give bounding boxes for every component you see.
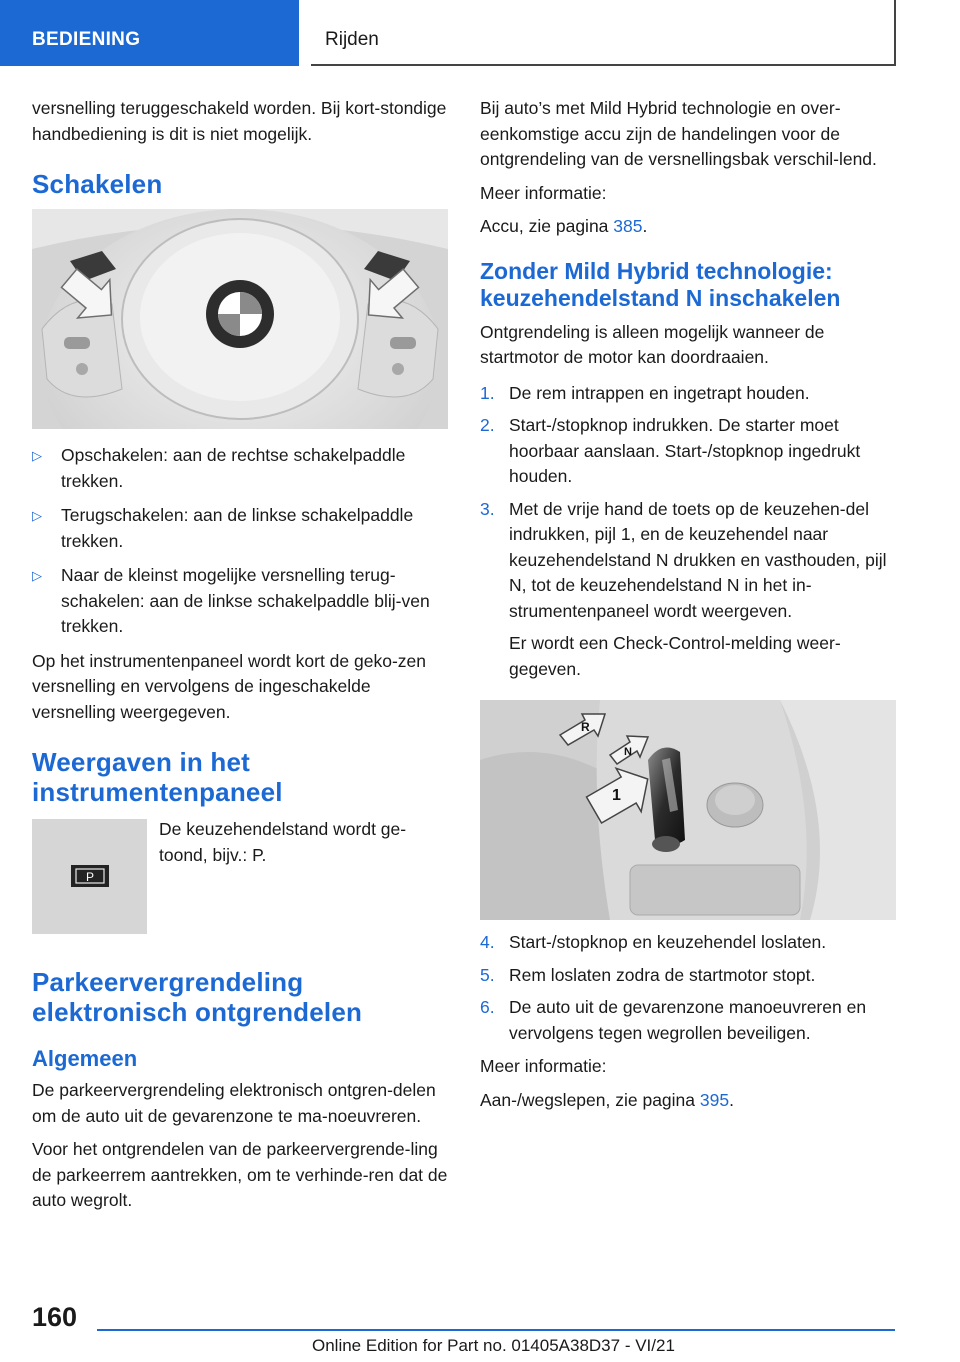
list-item: 2. Start-/stopknop indrukken. De starter moet hoorbaar aanslaan. Start-/stopknop ingedrukt houden. — [480, 415, 861, 486]
step-number: 5. — [480, 964, 495, 985]
heading-zonder-mild-hybrid: Zonder Mild Hybrid technologie: keuzehendelstand N inschakelen — [480, 257, 841, 311]
list-item: ▷ Terugschakelen: aan de linkse schakelpaddle trekken. — [32, 505, 414, 551]
arrow-n-label: N — [624, 746, 632, 758]
triangle-bullet-icon: ▷ — [32, 448, 42, 463]
step-number: 3. — [480, 498, 495, 519]
arrow-r-label: R — [581, 720, 590, 734]
mild-hybrid-paragraph: Bij auto’s met Mild Hybrid technologie en over-eenkomstige accu zijn de handelingen voor de ontgrendeling van de versnellingsbak verschil-lend. — [480, 98, 877, 169]
algemeen-paragraph-2: Voor het ontgrendelen van de parkeervergrende-ling de parkeerrem aantrekken, om te verhinde-ren dat de auto wegrolt. — [32, 1139, 448, 1210]
section-tab: BEDIENING — [0, 0, 299, 66]
shift-bullet-list — [32, 443, 448, 640]
footer-divider — [97, 1329, 895, 1331]
accu-reference: Accu, zie pagina 385. — [480, 216, 648, 236]
page-link-385[interactable]: 385 — [613, 216, 643, 236]
edition-text: Online Edition for Part no. 01405A38D37 - VI/21 — [312, 1336, 675, 1355]
park-symbol: P — [85, 870, 95, 884]
steps-list-b — [480, 930, 896, 1046]
display-description: De keuzehendelstand wordt ge-toond, bijv.: P. — [159, 819, 407, 865]
heading-parkeervergrendeling: Parkeervergrendeling elektronisch ontgrendelen — [32, 967, 363, 1027]
page-link-395[interactable]: 395 — [699, 1089, 730, 1110]
gear-display-paragraph: Op het instrumentenpaneel wordt kort de geko-zen versnelling en vervolgens de ingeschakelde versnelling weergegeven. — [32, 650, 426, 722]
list-item: ▷ Naar de kleinst mogelijke versnelling terug-schakelen: aan de linkse schakelpaddle blij-ven trekken. — [32, 565, 430, 636]
ontgrendeling-paragraph: Ontgrendeling is alleen mogelijk wanneer de startmotor de motor kan doordraaien. — [480, 321, 825, 367]
algemeen-paragraph-1: De parkeervergrendeling elektronisch ontgren-delen om de auto uit de gevarenzone te ma-noeuvreren. — [32, 1080, 436, 1126]
heading-weergaven: Weergaven in het instrumentenpaneel — [32, 747, 283, 807]
step-note: Er wordt een Check-Control-melding weer-gegeven. — [509, 633, 841, 679]
triangle-bullet-icon: ▷ — [32, 568, 42, 583]
right-column — [480, 96, 896, 1121]
page-header — [0, 0, 960, 66]
park-display-illustration — [32, 819, 147, 934]
display-example — [32, 817, 448, 937]
heading-schakelen: Schakelen — [32, 169, 163, 199]
arrow-1-label: 1 — [612, 787, 621, 804]
list-item: 1. De rem intrappen en ingetrapt houden. — [480, 381, 896, 407]
aanslepen-reference: Aan-/wegslepen, zie pagina 395. — [480, 1089, 734, 1110]
gear-selector-illustration — [480, 700, 896, 920]
heading-algemeen: Algemeen — [32, 1046, 138, 1071]
step-number: 6. — [480, 997, 495, 1017]
meer-informatie-label: Meer informatie: — [480, 1056, 607, 1076]
steps-list-a — [480, 381, 896, 683]
list-item: 6. De auto uit de gevarenzone manoeuvreren en vervolgens tegen wegrollen beveiligen. — [480, 997, 867, 1043]
list-item: 4. Start-/stopknop en keuzehendel loslaten. — [480, 930, 896, 956]
step-number: 2. — [480, 415, 495, 435]
steering-wheel-illustration — [32, 209, 448, 429]
step-number: 1. — [480, 382, 495, 403]
list-item: ▷ Opschakelen: aan de rechtse schakelpaddle trekken. — [32, 445, 406, 491]
chapter-title: Rijden — [311, 0, 896, 66]
step-number: 4. — [480, 932, 495, 952]
intro-paragraph: versnelling teruggeschakeld worden. Bij kort-stondige handbediening is dit is niet mogelijk. — [32, 98, 447, 144]
page-number: 160 — [32, 1302, 78, 1332]
meer-informatie-label: Meer informatie: — [480, 182, 607, 203]
list-item: 3. Met de vrije hand de toets op de keuzehen-del indrukken, pijl 1, en de keuzehendel naar keuzehendelstand N drukken en vasthouden, pijl N, tot de keuzehendelstand N in het in-strumentenpaneel wordt weergeven. Er wordt een Check-Control-melding weer-gegeven. — [480, 497, 896, 683]
triangle-bullet-icon: ▷ — [32, 508, 42, 523]
left-column — [32, 96, 448, 1222]
list-item: 5. Rem loslaten zodra de startmotor stopt. — [480, 963, 896, 989]
